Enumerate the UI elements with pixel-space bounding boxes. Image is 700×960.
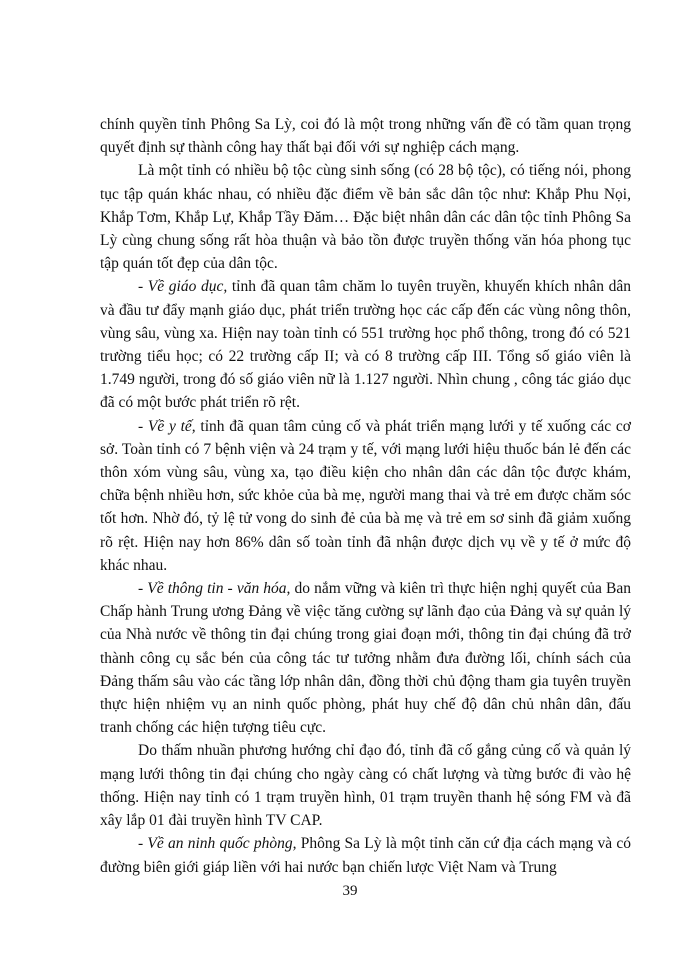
paragraph-lead: - Về giáo dục, — [138, 278, 228, 296]
paragraph-media-network — [100, 739, 631, 832]
paragraph-text: do nắm vững và kiên trì thực hiện nghị quyết của Ban Chấp hành Trung ương Đảng về việc tăng cường sự lãnh đạo của Đảng và sự quản lý của Nhà nước về thông tin đại chúng trong giai đoạn mới, thông tin đại chúng đã trở thành công cụ sắc bén của công tác tư tưởng nhằm đưa đường lối, chính sách của Đảng thấm sâu vào các tầng lớp nhân dân, đồng thời chủ động tham gia tuyên truyền thực hiện nhiệm vụ an ninh quốc phòng, phát huy chế độ dân chủ nhân dân, đấu tranh chống các hiện tượng tiêu cực. — [100, 580, 631, 737]
paragraph-lead: - Về y tế, — [138, 417, 196, 435]
page-number: 39 — [342, 883, 358, 899]
paragraph-ethnic-groups — [100, 159, 631, 275]
paragraph-health — [100, 415, 631, 577]
paragraph-text: Phông Sa Lỳ là một tỉnh căn cứ địa cách mạng và có đường biên giới giáp liền với hai nước bạn chiến lược Việt Nam và Trung — [100, 835, 631, 876]
page-body — [100, 113, 631, 879]
paragraph-text: Do thấm nhuần phương hướng chỉ đạo đó, tỉnh đã cố gắng củng cố và quản lý mạng lưới thông tin đại chúng cho ngày càng có chất lượng và từng bước đi vào hệ thống. Hiện nay tỉnh có 1 trạm truyền hình, 01 trạm truyền thanh hệ sóng FM và đã xây lắp 01 đài truyền hình TV CAP. — [100, 742, 631, 830]
paragraph-text: chính quyền tỉnh Phông Sa Lỳ, coi đó là một trong những vấn đề có tầm quan trọng quyết định sự thành công hay thất bại đối với sự nghiệp cách mạng. — [100, 116, 631, 157]
paragraph-security-defense — [100, 832, 631, 878]
paragraph-information-culture — [100, 577, 631, 739]
paragraph-text: tỉnh đã quan tâm chăm lo tuyên truyền, khuyến khích nhân dân và đầu tư đẩy mạnh giáo dục, phát triển trường học các cấp đến các vùng nông thôn, vùng sâu, vùng xa. Hiện nay toàn tỉnh có 551 trường học phổ thông, trong đó có 521 trường tiểu học; có 22 trường cấp II; và có 8 trường cấp III. Tổng số giáo viên là 1.749 người, trong đó số giáo viên nữ là 1.127 người. Nhìn chung , công tác giáo dục đã có một bước phát triển rõ rệt. — [100, 278, 631, 412]
paragraph-text: Là một tỉnh có nhiều bộ tộc cùng sinh sống (có 28 bộ tộc), có tiếng nói, phong tục tập quán khác nhau, có nhiều đặc điểm về bản sắc dân tộc như: Khắp Phu Nọi, Khắp Tơm, Khắp Lự, Khắp Tầy Đăm… Đặc biệt nhân dân các dân tộc tỉnh Phông Sa Lỳ cùng chung sống rất hòa thuận và bảo tồn được truyền thống văn hóa phong tục tập quán tốt đẹp của dân tộc. — [100, 162, 631, 273]
paragraph-lead: - Về an ninh quốc phòng, — [138, 835, 297, 853]
paragraph-continuation — [100, 113, 631, 159]
paragraph-education — [100, 275, 631, 414]
paragraph-lead: - Về thông tin - văn hóa, — [138, 580, 291, 598]
paragraph-text: tỉnh đã quan tâm củng cố và phát triển mạng lưới y tế xuống các cơ sở. Toàn tỉnh có 7 bệnh viện và 24 trạm y tế, với mạng lưới hiệu thuốc bán lẻ đến các thôn xóm vùng sâu, vùng xa, tạo điều kiện cho nhân dân các dân tộc được khám, chữa bệnh nhiều hơn, sức khỏe của bà mẹ, người mang thai và trẻ em được chăm sóc tốt hơn. Nhờ đó, tỷ lệ tử vong do sinh đẻ của bà mẹ và trẻ em sơ sinh đã giảm xuống rõ rệt. Hiện nay hơn 86% dân số toàn tỉnh đã nhận được dịch vụ về y tế ở mức độ khác nhau. — [100, 417, 631, 574]
